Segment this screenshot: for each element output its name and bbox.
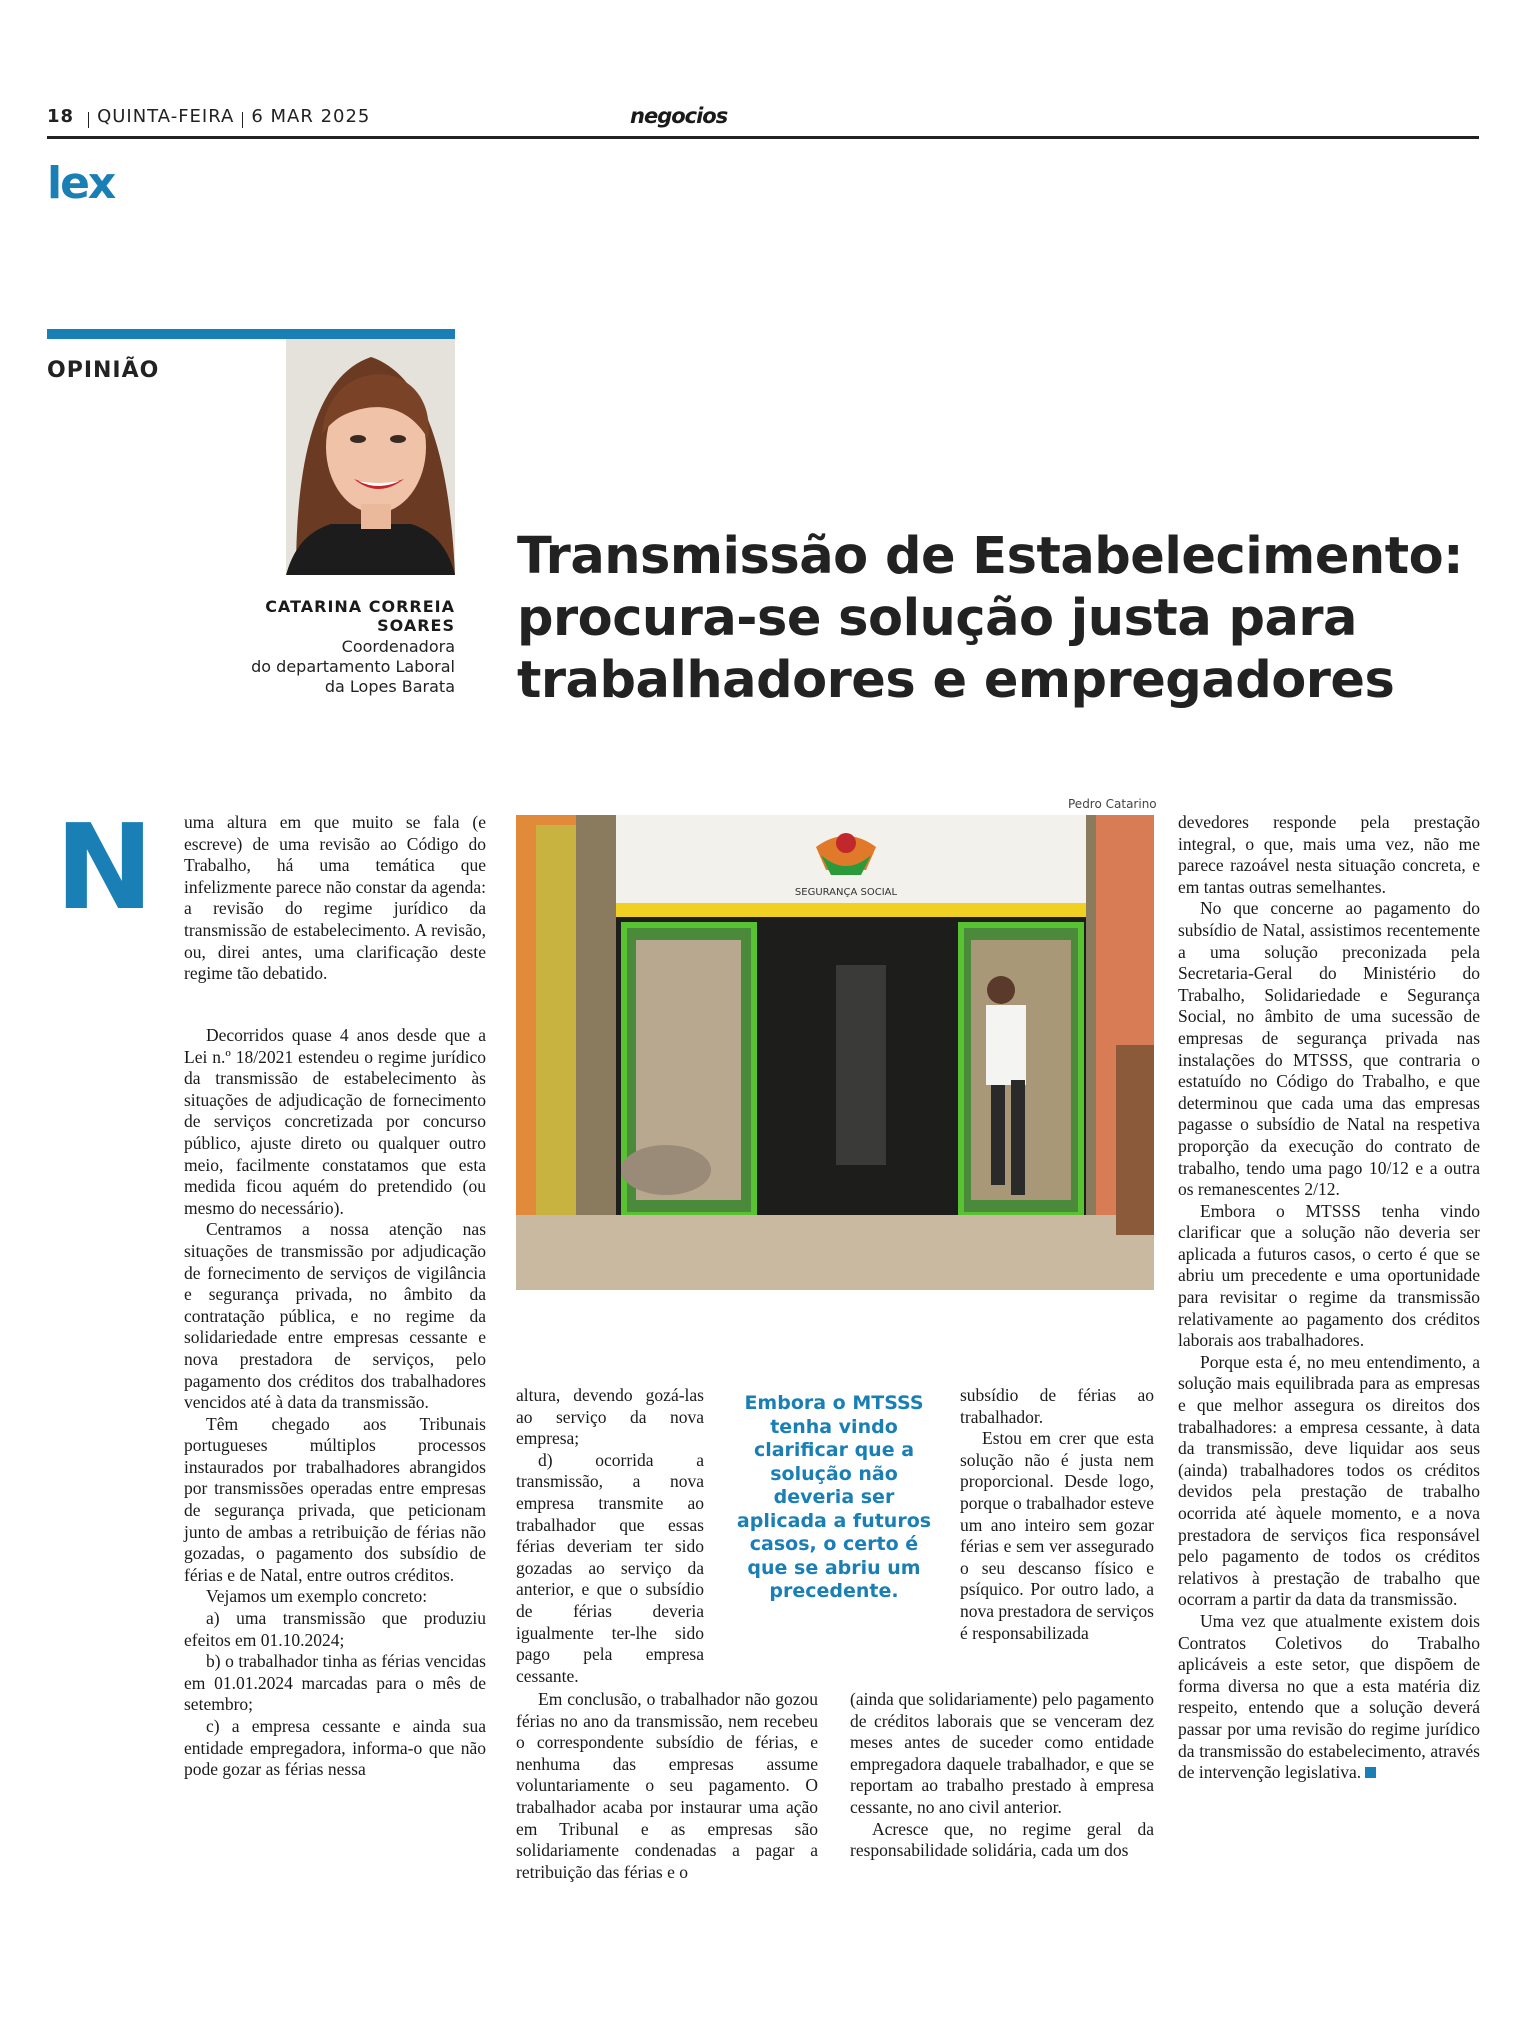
paragraph: altura, devendo gozá-las ao serviço da nova empresa; (516, 1385, 704, 1449)
author-role (230, 637, 455, 697)
headline-line: trabalhadores e empregadores (517, 651, 1395, 710)
author-role-line: da Lopes Barata (324, 677, 455, 696)
headline-line: procura-se solução justa para (517, 589, 1357, 648)
article-column-1 (184, 812, 486, 985)
headline-line: Transmissão de Estabelecimento: (517, 527, 1464, 586)
article-column-2b (516, 1689, 818, 1883)
paragraph: (ainda que solidariamente) pelo pagamento de créditos laborais que se venceram dez meses antes de suceder como entidade empregadora daquele trabalhador, e que se reportam ao trabalho prestado à empresa cessante, no ano civil anterior. (850, 1689, 1154, 1817)
sign-text: SEGURANÇA SOCIAL (794, 887, 898, 898)
article-column-2 (516, 1385, 704, 1687)
paragraph: Têm chegado aos Tribunais portugueses múltiplos processos instaurados por trabalhadores abrangidos por transmissões operadas entre empresas de segurança privada, que peticionam junto de ambas a retribuição de férias não gozadas, o pagamento dos subsídio de férias e de Natal, entre outros créditos. (184, 1413, 486, 1585)
author-portrait (286, 339, 455, 575)
weekday: QUINTA-FEIRA (97, 106, 235, 127)
pull-quote: Embora o MTSSS tenha vindo clarificar que a solução não deveria ser aplicada a futuros casos, o certo é que se abriu um precedente. (736, 1392, 932, 1602)
header-divider (242, 112, 243, 128)
paragraph: a) uma transmissão que produziu efeitos em 01.10.2024; (184, 1608, 486, 1650)
article-column-3 (960, 1385, 1154, 1644)
article-column-1-cont (184, 1025, 486, 1781)
article-column-3b (850, 1689, 1154, 1862)
paragraph: Embora o MTSSS tenha vindo clarificar que a solução não deveria ser aplicada a futuros casos, o certo é que se abriu um precedente e uma oportunidade para revisitar o regime da transmissão relativamente ao pagamento dos créditos laborais aos trabalhadores. (1178, 1200, 1480, 1351)
paragraph: d) ocorrida a transmissão, a nova empresa transmite ao trabalhador que essas férias deveriam ter sido gozadas ao serviço da anterior, e que o subsídio de férias deveria igualmente ter-lhe sido pago pela empresa cessante. (516, 1449, 704, 1686)
headline (517, 526, 1497, 712)
end-mark-icon (1365, 1767, 1376, 1778)
paragraph: Acresce que, no regime geral da responsabilidade solidária, cada um dos (850, 1818, 1154, 1861)
header-rule (47, 136, 1479, 139)
paragraph: subsídio de férias ao trabalhador. (960, 1385, 1154, 1427)
paragraph: Centramos a nossa atenção nas situações de transmissão por adjudicação de fornecimento de serviços de vigilância e segurança privada, no âmbito da contratação pública, e no regime da solidariedade entre empresas cessante e nova prestadora de serviços, pelo pagamento dos créditos dos trabalhadores vencidos até à data da transmissão. (184, 1219, 486, 1413)
author-role-line: do departamento Laboral (251, 657, 455, 676)
paragraph-last (1178, 1611, 1480, 1784)
header-divider (88, 112, 89, 128)
paragraph: Em conclusão, o trabalhador não gozou férias no ano da transmissão, nem recebeu o correspondente subsídio de férias, e nenhuma das empresas assume voluntariamente o seu pagamento. O trabalhador acaba por instaurar uma ação em Tribunal e as empresas são solidariamente condenadas a pagar a retribuição das férias e o (516, 1689, 818, 1882)
author-name: CATARINA CORREIA SOARES (265, 597, 455, 635)
opinion-label: OPINIÃO (47, 358, 160, 383)
page-header (47, 106, 370, 128)
paragraph-text: Uma vez que atualmente existem dois Contratos Coletivos do Trabalho aplicáveis a este setor, que dispõem de forma diversa no que a esta matéria diz respeito, entendo que a solução deverá passar por uma revisão do regime jurídico da transmissão do estabelecimento, através de intervenção legislativa. (1178, 1610, 1480, 1783)
article-photo (516, 815, 1154, 1290)
issue-date: 6 MAR 2025 (251, 106, 371, 127)
page-number: 18 (47, 106, 75, 127)
section-title: lex (47, 158, 115, 209)
paragraph: No que concerne ao pagamento do subsídio de Natal, assistimos recentemente a uma solução preconizada pela Secretaria-Geral do Ministério do Trabalho, Solidariedade e Segurança Social, no âmbito de uma sucessão de empresas de segurança privada nas instalações do MTSSS, que contraria o estatuído no Código do Trabalho, e que determinou que cada uma das empresas pagasse o subsídio de Natal na respetiva proporção da execução do contrato de trabalho, tendo uma pago 10/12 e a outra os remanescentes 2/12. (1178, 898, 1480, 1200)
brand-logo: negocios (630, 104, 728, 128)
photo-credit: Pedro Catarino (1068, 797, 1157, 811)
article-column-4 (1178, 812, 1480, 1784)
paragraph: Porque esta é, no meu entendimento, a solução mais equilibrada para as empresas e que melhor assegura os direitos dos trabalhadores: a empresa cessante, à data da transmissão, deve liquidar aos seus (ainda) trabalhadores todos os créditos devidos pela prestação de trabalho ocorrida até àquele momento, e a nova prestadora de serviços fica responsável pelo pagamento de todos os créditos relativos à prestação de trabalho que ocorram a partir da data da transmissão. (1178, 1351, 1480, 1610)
paragraph: Decorridos quase 4 anos desde que a Lei n.º 18/2021 estendeu o regime jurídico da transmissão de estabelecimento às situações de adjudicação de fornecimento de serviços concretizada por concurso público, ajuste direto ou qualquer outro meio, facilmente constatamos que esta medida ficou aquém do pretendido (ou mesmo do necessário). (184, 1025, 486, 1218)
paragraph: Estou em crer que esta solução não é justa nem proporcional. Desde logo, porque o trabalhador esteve um ano inteiro sem gozar férias e sem ver assegurado o seu descanso físico e psíquico. Por outro lado, a nova prestadora de serviços é responsabilizada (960, 1428, 1154, 1643)
paragraph: uma altura em que muito se fala (e escreve) de uma revisão ao Código do Trabalho, há uma temática que infelizmente parece não constar da agenda: a revisão do regime jurídico da transmissão de estabelecimento. A revisão, ou, direi antes, uma clarificação deste regime tão debatido. (184, 812, 486, 984)
drop-cap: N (55, 798, 154, 936)
author-role-line: Coordenadora (341, 637, 455, 656)
paragraph: b) o trabalhador tinha as férias vencidas em 01.01.2024 marcadas para o mês de setembro; (184, 1651, 486, 1715)
paragraph: c) a empresa cessante e ainda sua entidade empregadora, informa-o que não pode gozar as férias nessa (184, 1716, 486, 1780)
opinion-bar (47, 329, 455, 339)
paragraph: Vejamos um exemplo concreto: (206, 1586, 428, 1607)
paragraph: devedores responde pela prestação integral, o que, mais uma vez, não me parece razoável nesta situação concreta, e em tantas outras semelhantes. (1178, 812, 1480, 897)
